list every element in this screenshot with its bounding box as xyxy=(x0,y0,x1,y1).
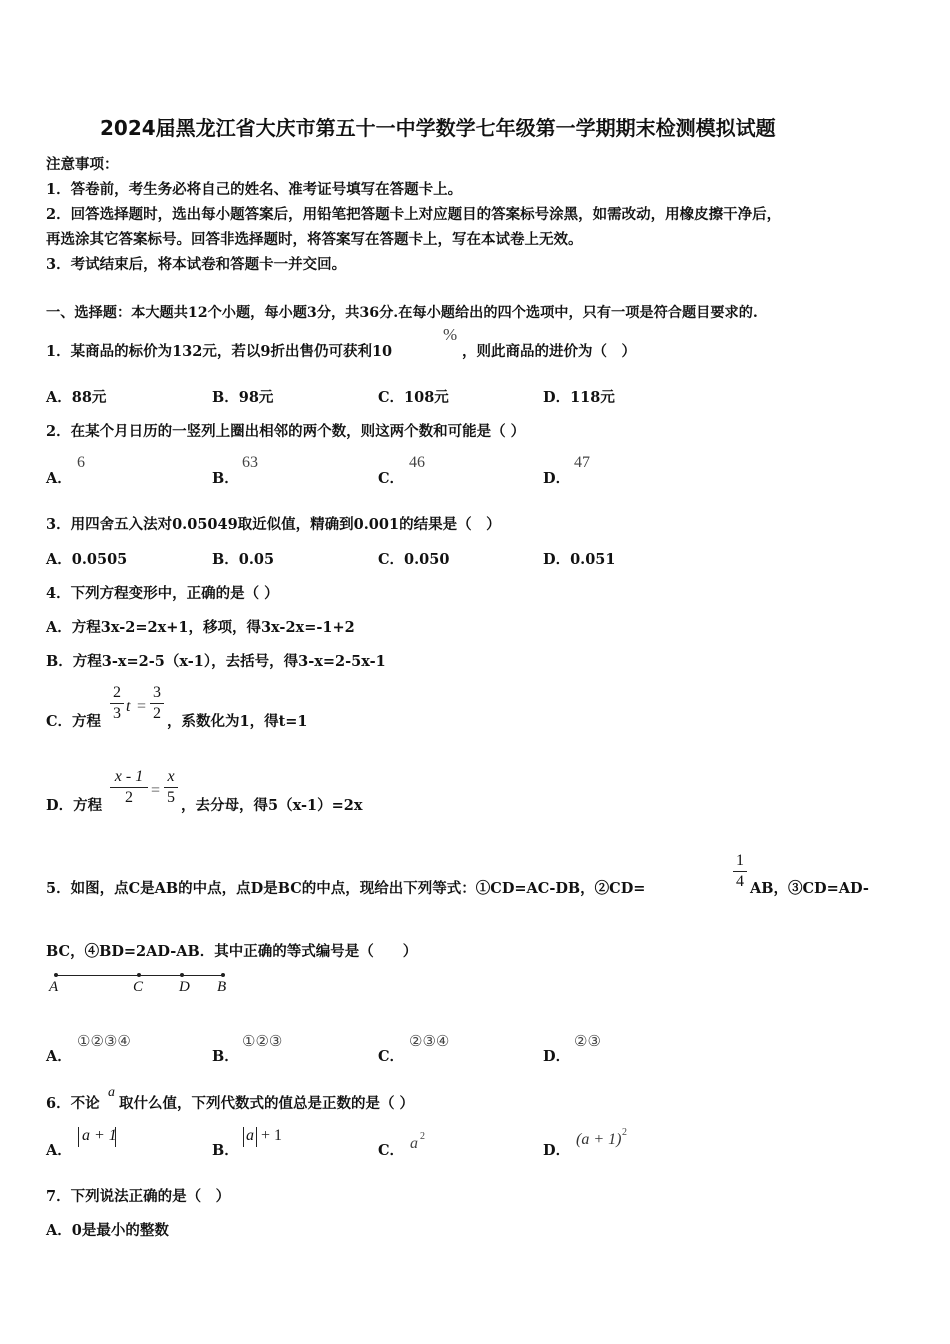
q6-option-d-label: D． xyxy=(543,1142,571,1159)
q5-option-b-value: ①②③ xyxy=(242,1034,283,1050)
q2-option-b-value: 63 xyxy=(242,454,258,471)
q5-point-b-label: B xyxy=(217,979,227,995)
q4-stem: 4．下列方程变形中，正确的是（ ） xyxy=(46,585,279,602)
q4-d-den1: 2 xyxy=(125,789,133,806)
q4-option-b: B．方程3-x=2-5（x-1），去括号，得3-x=2-5x-1 xyxy=(46,653,386,670)
q1-option-b: B．98元 xyxy=(212,389,274,406)
q4-option-d-suffix: ，去分母，得5（x-1）=2x xyxy=(181,797,363,814)
q4-d-num2: x xyxy=(167,768,175,785)
q2-option-c-label: C． xyxy=(378,470,405,487)
q6-b-abs-right xyxy=(256,1127,257,1147)
q1-percent: % xyxy=(443,325,458,344)
q5-stem-a: 5．如图，点C是AB的中点，点D是BC的中点，现给出下列等式：①CD=AC-DB，②CD= xyxy=(46,880,646,897)
q6-option-c-label: C． xyxy=(378,1142,405,1159)
notice-item-3: 3．考试结束后，将本试卷和答题卡一并交回。 xyxy=(46,256,347,273)
q4-option-c-prefix: C．方程 xyxy=(46,713,102,730)
q6-option-a-value: a + 1 xyxy=(82,1127,117,1144)
notice-item-2b: 再选涂其它答案标号。回答非选择题时，将答案写在答题卡上，写在本试卷上无效。 xyxy=(46,231,583,248)
q5-fraction xyxy=(733,852,747,891)
q2-option-d-value: 47 xyxy=(574,454,590,471)
q1-stem-a: 1．某商品的标价为132元，若以9折出售仍可获利10 xyxy=(46,343,393,360)
q4-option-c-suffix: ，系数化为1，得t=1 xyxy=(167,713,308,730)
q6-option-b-plus: + 1 xyxy=(261,1127,283,1144)
q6-stem-b: 取什么值，下列代数式的值总是正数的是（ ） xyxy=(119,1095,415,1112)
notice-heading: 注意事项： xyxy=(46,156,119,173)
notice-item-2a: 2．回答选择题时，选出每小题答案后，用铅笔把答题卡上对应题目的答案标号涂黑，如需改动，用橡皮擦干净后， xyxy=(46,206,782,223)
q3-stem: 3．用四舍五入法对0.05049取近似值，精确到0.001的结果是（ ） xyxy=(46,516,501,533)
q6-b-abs-left xyxy=(243,1127,244,1147)
q5-point-b-dot xyxy=(221,973,225,977)
q4-d-den2: 5 xyxy=(167,789,175,806)
q4-option-c-fraction-2 xyxy=(150,684,164,723)
q7-option-a: A．0是最小的整数 xyxy=(46,1222,169,1239)
q6-option-b-value: a xyxy=(246,1127,254,1144)
q5-option-a-value: ①②③④ xyxy=(77,1034,131,1050)
q6-a-abs-left xyxy=(78,1127,79,1147)
q5-option-d-value: ②③ xyxy=(574,1034,601,1050)
q5-option-d-label: D． xyxy=(543,1048,571,1065)
q6-option-c-exp: 2 xyxy=(420,1131,425,1142)
q1-option-d: D．118元 xyxy=(543,389,615,406)
q5-option-c-value: ②③④ xyxy=(409,1034,450,1050)
q6-option-b-label: B． xyxy=(212,1142,239,1159)
q4-option-d-fraction-2 xyxy=(164,768,178,807)
q6-option-d-value: (a + 1) xyxy=(576,1131,622,1148)
q4-option-d-fraction-1 xyxy=(110,768,148,807)
q6-var: a xyxy=(108,1085,115,1100)
q4-c-den2: 2 xyxy=(153,705,161,722)
q6-option-a-label: A． xyxy=(46,1142,72,1159)
q4-d-eq: = xyxy=(151,782,161,799)
q5-point-d-label: D xyxy=(179,979,190,995)
q5-frac-num: 1 xyxy=(736,852,744,869)
page-title: 2024届黑龙江省大庆市第五十一中学数学七年级第一学期期末检测模拟试题 xyxy=(100,116,776,140)
q4-c-eq: = xyxy=(137,698,147,715)
q3-option-b: B．0.05 xyxy=(212,551,275,568)
q6-a-abs-right xyxy=(115,1127,116,1147)
q3-option-d: D．0.051 xyxy=(543,551,616,568)
q2-option-c-value: 46 xyxy=(409,454,425,471)
q4-d-num1: x - 1 xyxy=(114,768,144,785)
q5-option-a-label: A． xyxy=(46,1048,72,1065)
q5-point-c-label: C xyxy=(133,979,144,995)
q7-stem: 7．下列说法正确的是（ ） xyxy=(46,1188,231,1205)
q5-stem-b: AB，③CD=AD- xyxy=(750,880,869,897)
q5-frac-den: 4 xyxy=(736,873,744,890)
q4-c-num2: 3 xyxy=(153,684,161,701)
q6-option-c-value: a xyxy=(410,1135,418,1152)
q1-stem-b: ，则此商品的进价为（ ） xyxy=(462,343,636,360)
q5-option-c-label: C． xyxy=(378,1048,405,1065)
q2-option-b-label: B． xyxy=(212,470,239,487)
q5-point-a-label: A xyxy=(49,979,59,995)
q5-point-a-dot xyxy=(54,973,58,977)
q2-stem: 2．在某个月日历的一竖列上圈出相邻的两个数，则这两个数和可能是（ ） xyxy=(46,423,526,440)
q6-stem-a: 6．不论 xyxy=(46,1095,100,1112)
q5-stem-c: BC，④BD=2AD-AB．其中正确的等式编号是（ ） xyxy=(46,943,418,960)
q1-option-c: C．108元 xyxy=(378,389,449,406)
q5-point-c-dot xyxy=(137,973,141,977)
q2-option-a-label: A． xyxy=(46,470,72,487)
q2-option-a-value: 6 xyxy=(77,454,85,471)
q3-option-c: C．0.050 xyxy=(378,551,450,568)
q4-option-a: A．方程3x-2=2x+1，移项，得3x-2x=-1+2 xyxy=(46,619,355,636)
q4-c-den1: 3 xyxy=(113,705,121,722)
q3-option-a: A．0.0505 xyxy=(46,551,128,568)
q1-option-a: A．88元 xyxy=(46,389,107,406)
q4-c-var: t xyxy=(126,698,131,715)
section-heading: 一、选择题：本大题共12个小题，每小题3分，共36分.在每小题给出的四个选项中，只有一项是符合题目要求的. xyxy=(46,305,758,321)
q4-option-d-prefix: D．方程 xyxy=(46,797,103,814)
q5-point-d-dot xyxy=(180,973,184,977)
q6-option-d-exp: 2 xyxy=(622,1127,627,1138)
q2-option-d-label: D． xyxy=(543,470,571,487)
notice-item-1: 1．答卷前，考生务必将自己的姓名、准考证号填写在答题卡上。 xyxy=(46,181,463,198)
q4-c-num1: 2 xyxy=(113,684,121,701)
q5-option-b-label: B． xyxy=(212,1048,239,1065)
q4-option-c-fraction-1 xyxy=(110,684,124,723)
